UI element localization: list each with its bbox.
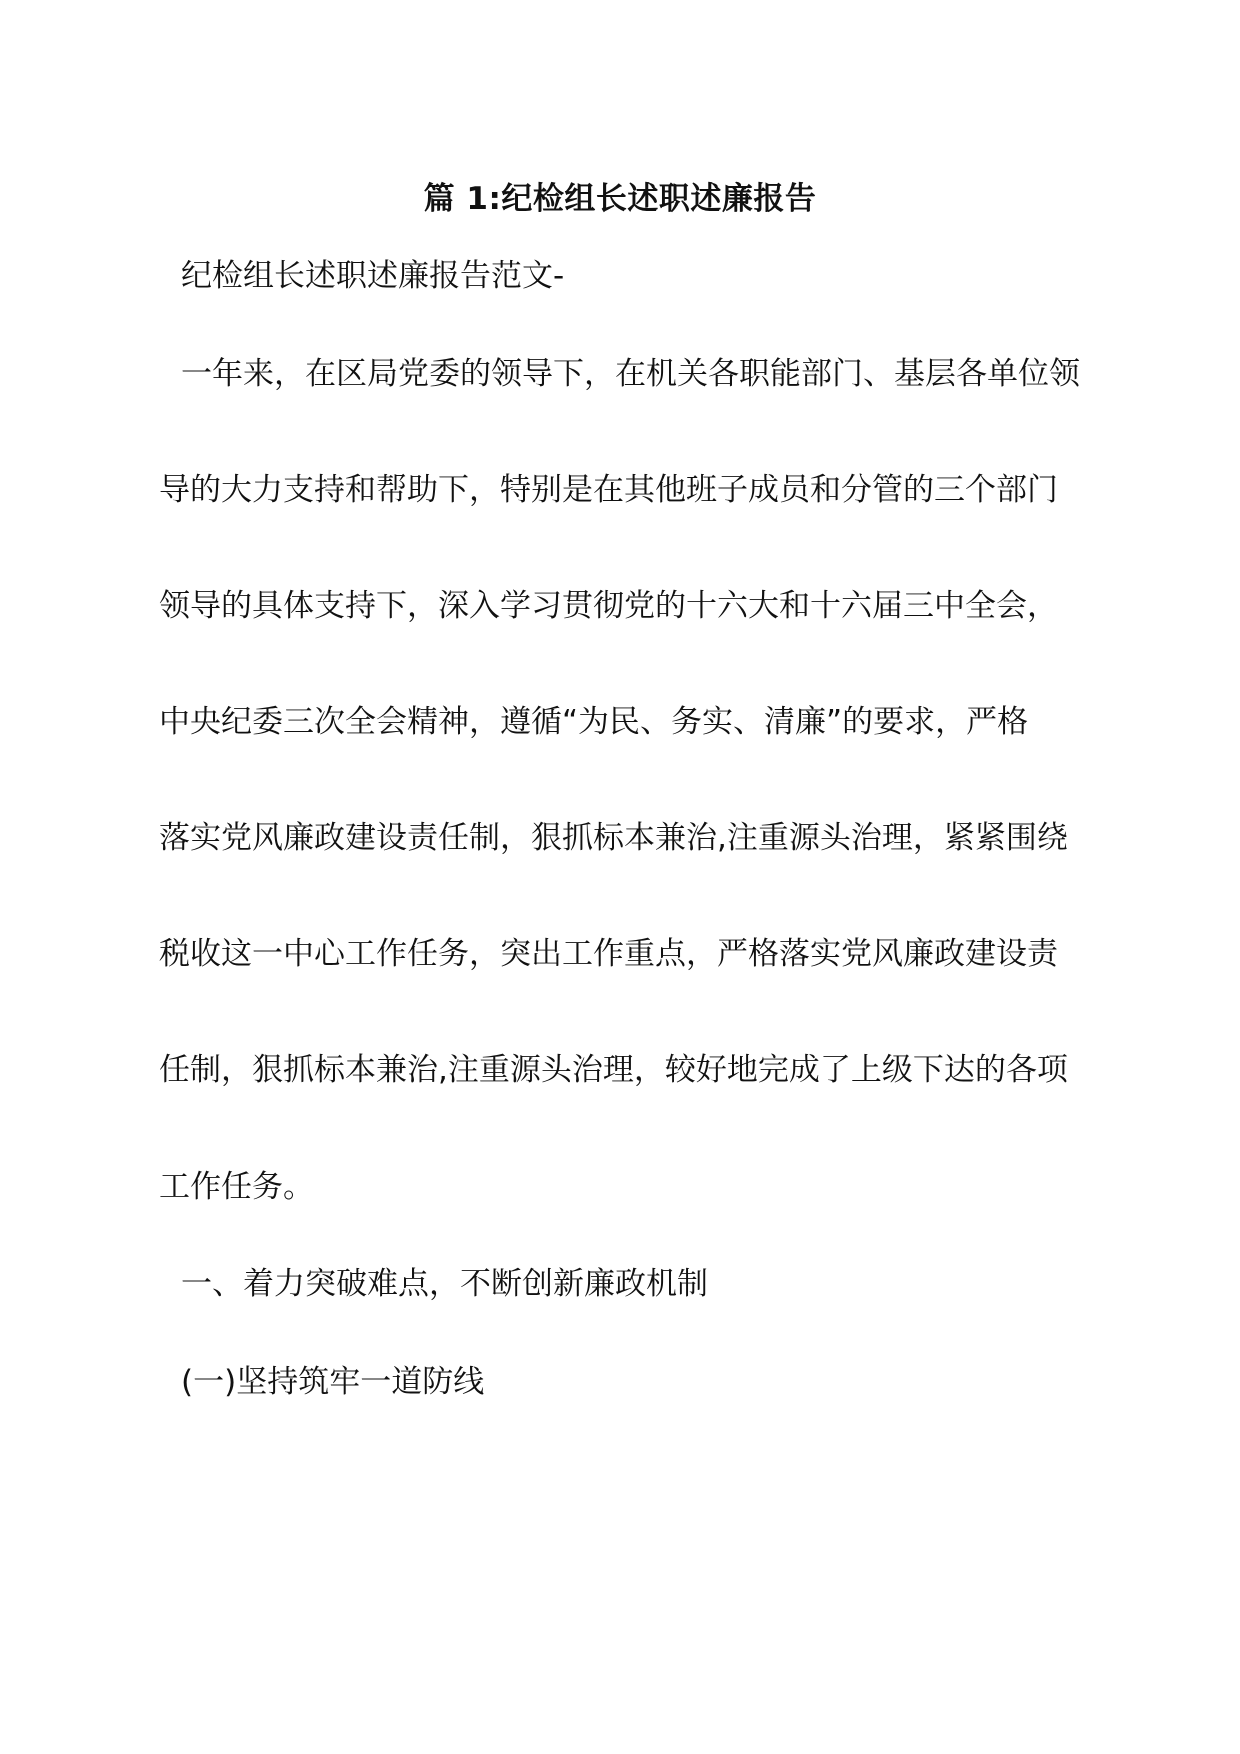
paragraph-line: 一年来，在区局党委的领导下，在机关各职能部门、基层各单位领 — [181, 356, 1080, 392]
paragraph-line: 领导的具体支持下，深入学习贯彻党的十六大和十六届三中全会， — [159, 588, 1058, 624]
paragraph-line: 导的大力支持和帮助下，特别是在其他班子成员和分管的三个部门 — [159, 472, 1058, 508]
paragraph-line: 落实党风廉政建设责任制，狠抓标本兼治,注重源头治理，紧紧围绕 — [159, 820, 1068, 856]
paragraph-line: 任制，狠抓标本兼治,注重源头治理，较好地完成了上级下达的各项 — [159, 1052, 1068, 1088]
paragraph-line: 税收这一中心工作任务，突出工作重点，严格落实党风廉政建设责 — [159, 936, 1058, 972]
paragraph-line: 纪检组长述职述廉报告范文- — [181, 258, 565, 294]
section-heading: 一、着力突破难点，不断创新廉政机制 — [181, 1266, 708, 1302]
document-title: 篇 1:纪检组长述职述廉报告 — [423, 181, 817, 217]
subsection-heading: (一)坚持筑牢一道防线 — [181, 1364, 485, 1400]
paragraph-line: 工作任务。 — [159, 1169, 314, 1205]
paragraph-line: 中央纪委三次全会精神，遵循“为民、务实、清廉”的要求，严格 — [159, 704, 1029, 740]
